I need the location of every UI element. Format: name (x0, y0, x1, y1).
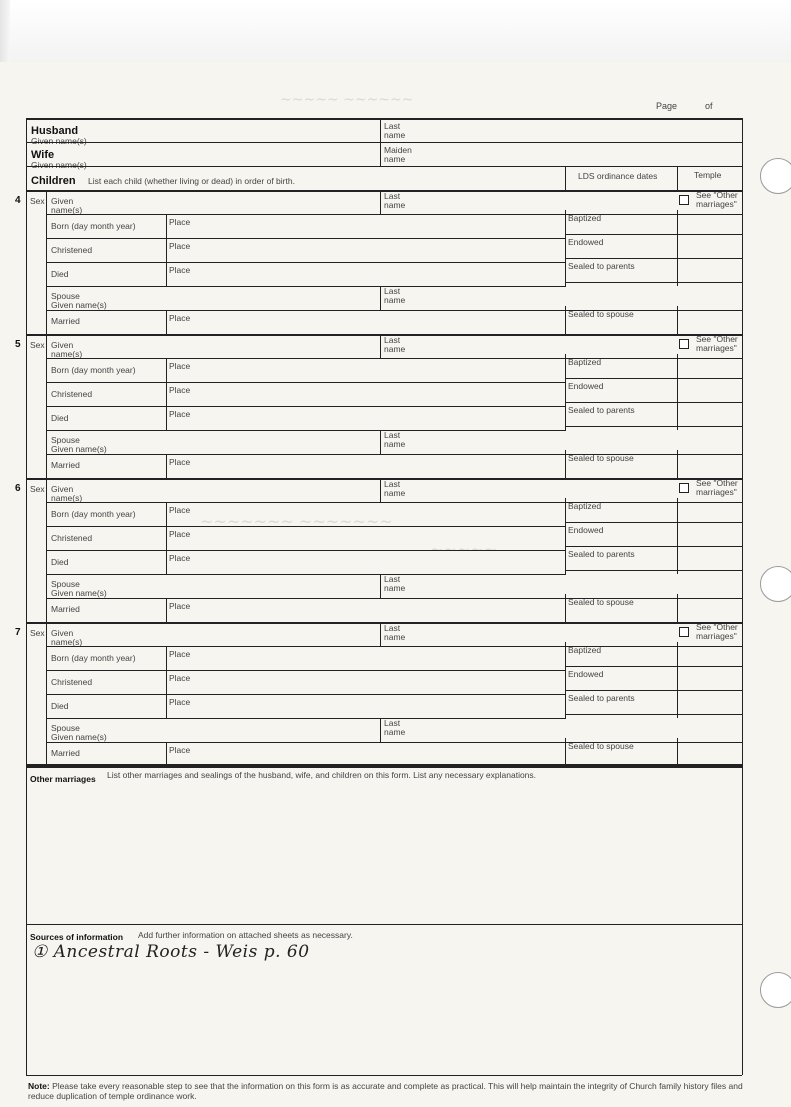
other-marriages-checkbox[interactable] (679, 339, 689, 349)
sealed-to-spouse-label: Sealed to spouse (568, 309, 634, 319)
sex-label: Sex (30, 484, 45, 494)
place-label: Place (169, 601, 191, 611)
child-number: 5 (15, 339, 21, 350)
ordinance-divider (565, 498, 566, 574)
wife-given-label: Given name(s) (31, 160, 87, 170)
punch-hole (760, 158, 791, 194)
endowed-label: Endowed (568, 381, 604, 391)
sealed-to-parents-label: Sealed to parents (568, 693, 635, 703)
other-marriages-checkbox[interactable] (679, 195, 689, 205)
baptized-label: Baptized (568, 645, 602, 655)
temple-col-divider (677, 354, 678, 430)
sealed-to-spouse-label: Sealed to spouse (568, 453, 634, 463)
page-fold (0, 0, 10, 62)
died-label: Died (51, 557, 69, 567)
temple-col-divider (677, 210, 678, 286)
married-place-divider (166, 598, 167, 622)
spouse-last-divider (380, 430, 381, 454)
last-label: Last (384, 335, 401, 345)
married-ordinance-divider (565, 738, 566, 766)
died-label: Died (51, 269, 69, 279)
ordinance-row-bottom (565, 426, 742, 427)
event-place-divider (166, 214, 167, 286)
event-row-bottom (46, 718, 566, 719)
spouse-last-name-label: name (384, 727, 406, 737)
event-row-bottom (46, 286, 566, 287)
married-label: Married (51, 748, 80, 758)
other-marriages-checkbox[interactable] (679, 483, 689, 493)
spouse-label: Spouse (51, 435, 80, 445)
child-name-row-bottom (46, 214, 742, 215)
spouse-given-label: Given name(s) (51, 300, 107, 310)
sealed-to-parents-label: Sealed to parents (568, 549, 635, 559)
note-text: Please take every reasonable step to see that the information on this form is as accurate and complete as practical. This will help maintain the integrity of Church family history files and reduce duplication of temple ordinance work. (28, 1081, 743, 1101)
spouse-given-label: Given name(s) (51, 732, 107, 742)
child-number: 6 (15, 483, 21, 494)
see-other-label: See "Other (696, 190, 738, 200)
lds-divider (565, 166, 566, 190)
place-label: Place (169, 361, 191, 371)
given-last-divider (380, 190, 381, 214)
children-instruction: List each child (whether living or dead) in order of birth. (88, 176, 295, 186)
given-label: Given (51, 196, 74, 206)
spouse-row-bottom (46, 454, 742, 455)
ordinance-row-bottom (565, 258, 742, 259)
see-other-marriages-label: marriages" (696, 343, 737, 353)
place-label: Place (169, 385, 191, 395)
husband-label: Husband (31, 125, 79, 137)
last-label: Last (384, 623, 401, 633)
wife-maiden-name-label: name (384, 154, 406, 164)
event-row-bottom (46, 526, 566, 527)
baptized-label: Baptized (568, 357, 602, 367)
born-label: Born (day month year) (51, 221, 136, 231)
husband-last-name-label: name (384, 130, 406, 140)
ordinance-row-bottom (565, 282, 742, 283)
married-temple-divider (677, 738, 678, 766)
place-label: Place (169, 265, 191, 275)
ordinance-row-bottom (565, 666, 742, 667)
child-name-row-bottom (46, 646, 742, 647)
christened-label: Christened (51, 245, 93, 255)
married-ordinance-divider (565, 594, 566, 622)
spouse-last-name-label: name (384, 295, 406, 305)
child-number: 7 (15, 627, 21, 638)
place-label: Place (169, 457, 191, 467)
ordinance-row-bottom (565, 378, 742, 379)
sealed-to-parents-label: Sealed to parents (568, 405, 635, 415)
spouse-row-bottom (46, 598, 742, 599)
given-last-divider (380, 334, 381, 358)
sealed-to-parents-label: Sealed to parents (568, 261, 635, 271)
event-place-divider (166, 646, 167, 718)
christened-label: Christened (51, 533, 93, 543)
temple-col-divider (677, 498, 678, 574)
ghost-writing: ~~~~~~~ ~~~~~~~ (200, 512, 393, 531)
married-label: Married (51, 460, 80, 470)
spouse-given-label: Given name(s) (51, 444, 107, 454)
sources-instruction: Add further information on attached sheets as necessary. (138, 930, 353, 940)
other-marriages-area[interactable] (27, 786, 741, 924)
event-row-bottom (46, 694, 566, 695)
place-label: Place (169, 745, 191, 755)
wife-bottom-line (26, 166, 742, 167)
temple-col-divider (677, 642, 678, 718)
given-name-label: name(s) (51, 349, 83, 359)
child-number: 4 (15, 195, 21, 206)
see-other-label: See "Other (696, 622, 738, 632)
married-place-divider (166, 310, 167, 334)
see-other-marriages-label: marriages" (696, 199, 737, 209)
last-name-label: name (384, 200, 406, 210)
child-block-bottom (26, 766, 742, 768)
sealed-to-spouse-label: Sealed to spouse (568, 597, 634, 607)
see-other-label: See "Other (696, 478, 738, 488)
event-row-bottom (46, 406, 566, 407)
spouse-last-label: Last (384, 574, 401, 584)
punch-hole (760, 972, 791, 1008)
of-label: of (705, 101, 713, 111)
married-place-divider (166, 742, 167, 766)
endowed-label: Endowed (568, 525, 604, 535)
endowed-label: Endowed (568, 237, 604, 247)
sex-label: Sex (30, 340, 45, 350)
form-right-border (742, 118, 743, 1075)
place-label: Place (169, 553, 191, 563)
last-name-label: name (384, 632, 406, 642)
child-name-row-bottom (46, 502, 742, 503)
temple-divider (677, 166, 678, 190)
spouse-label: Spouse (51, 723, 80, 733)
given-label: Given (51, 340, 74, 350)
place-label: Place (169, 673, 191, 683)
last-name-label: name (384, 344, 406, 354)
event-place-divider (166, 502, 167, 574)
christened-label: Christened (51, 677, 93, 687)
sources-handwritten-entry: ① Ancestral Roots - Weis p. 60 (32, 942, 310, 962)
spouse-last-name-label: name (384, 583, 406, 593)
spouse-label: Spouse (51, 579, 80, 589)
sex-label: Sex (30, 196, 45, 206)
spouse-row-bottom (46, 742, 742, 743)
place-label: Place (169, 697, 191, 707)
given-last-divider (380, 622, 381, 646)
died-label: Died (51, 413, 69, 423)
ordinance-divider (565, 210, 566, 286)
other-marriages-title: Other marriages (30, 774, 96, 784)
place-label: Place (169, 241, 191, 251)
sources-area[interactable] (27, 966, 741, 1074)
spouse-given-label: Given name(s) (51, 588, 107, 598)
children-title: Children (31, 175, 76, 187)
married-ordinance-divider (565, 450, 566, 478)
endowed-label: Endowed (568, 669, 604, 679)
note-label: Note: (28, 1081, 50, 1091)
page-label: Page (656, 101, 678, 111)
spouse-last-label: Last (384, 430, 401, 440)
born-label: Born (day month year) (51, 509, 136, 519)
ordinance-row-bottom (565, 522, 742, 523)
ordinance-row-bottom (565, 690, 742, 691)
lds-ordinance-label: LDS ordinance dates (578, 171, 658, 181)
married-ordinance-divider (565, 306, 566, 334)
event-row-bottom (46, 574, 566, 575)
other-marriages-top (26, 764, 742, 766)
form-left-border (26, 118, 27, 1075)
spouse-row-bottom (46, 310, 742, 311)
form-bottom-border (26, 1075, 742, 1076)
last-label: Last (384, 479, 401, 489)
husband-bottom-line (26, 142, 742, 143)
punch-hole (760, 566, 791, 602)
event-row-bottom (46, 382, 566, 383)
child-name-row-bottom (46, 358, 742, 359)
event-row-bottom (46, 550, 566, 551)
place-label: Place (169, 505, 191, 515)
married-temple-divider (677, 594, 678, 622)
born-label: Born (day month year) (51, 653, 136, 663)
temple-label: Temple (694, 170, 722, 180)
baptized-label: Baptized (568, 501, 602, 511)
other-marriages-instruction: List other marriages and sealings of the husband, wife, and children on this form. List any necessary explanations. (107, 770, 537, 780)
place-label: Place (169, 409, 191, 419)
event-row-bottom (46, 262, 566, 263)
place-label: Place (169, 649, 191, 659)
spouse-last-divider (380, 574, 381, 598)
last-name-label: name (384, 488, 406, 498)
ghost-writing: ~~~~~ (430, 540, 498, 559)
died-label: Died (51, 701, 69, 711)
given-name-label: name(s) (51, 637, 83, 647)
wife-label: Wife (31, 149, 55, 161)
spouse-last-divider (380, 718, 381, 742)
place-label: Place (169, 529, 191, 539)
given-label: Given (51, 484, 74, 494)
ordinance-divider (565, 642, 566, 718)
married-temple-divider (677, 450, 678, 478)
sealed-to-spouse-label: Sealed to spouse (568, 741, 634, 751)
see-other-marriages-label: marriages" (696, 487, 737, 497)
spouse-last-label: Last (384, 718, 401, 728)
born-label: Born (day month year) (51, 365, 136, 375)
place-label: Place (169, 217, 191, 227)
husband-last-label: Last (384, 121, 401, 131)
married-temple-divider (677, 306, 678, 334)
husband-given-label: Given name(s) (31, 136, 87, 146)
ordinance-row-bottom (565, 234, 742, 235)
given-name-label: name(s) (51, 205, 83, 215)
place-label: Place (169, 313, 191, 323)
sources-top (26, 924, 742, 925)
sex-label: Sex (30, 628, 45, 638)
given-label: Given (51, 628, 74, 638)
ordinance-row-bottom (565, 546, 742, 547)
event-row-bottom (46, 238, 566, 239)
spouse-last-divider (380, 286, 381, 310)
christened-label: Christened (51, 389, 93, 399)
ordinance-row-bottom (565, 570, 742, 571)
see-other-label: See "Other (696, 334, 738, 344)
spouse-last-name-label: name (384, 439, 406, 449)
given-name-label: name(s) (51, 493, 83, 503)
wife-maiden-label: Maiden (384, 145, 412, 155)
baptized-label: Baptized (568, 213, 602, 223)
form-top-border (26, 118, 742, 120)
married-place-divider (166, 454, 167, 478)
ordinance-row-bottom (565, 714, 742, 715)
ordinance-divider (565, 354, 566, 430)
event-place-divider (166, 358, 167, 430)
sources-title: Sources of information (30, 932, 124, 942)
other-marriages-checkbox[interactable] (679, 627, 689, 637)
spouse-label: Spouse (51, 291, 80, 301)
see-other-marriages-label: marriages" (696, 631, 737, 641)
event-row-bottom (46, 670, 566, 671)
event-row-bottom (46, 430, 566, 431)
given-last-divider (380, 478, 381, 502)
ordinance-row-bottom (565, 402, 742, 403)
spouse-last-label: Last (384, 286, 401, 296)
ghost-writing: ~~~~~ ~~~~~~ (280, 92, 414, 108)
married-label: Married (51, 604, 80, 614)
last-label: Last (384, 191, 401, 201)
married-label: Married (51, 316, 80, 326)
scan-top-strip (0, 0, 791, 62)
note-block (28, 1081, 748, 1101)
